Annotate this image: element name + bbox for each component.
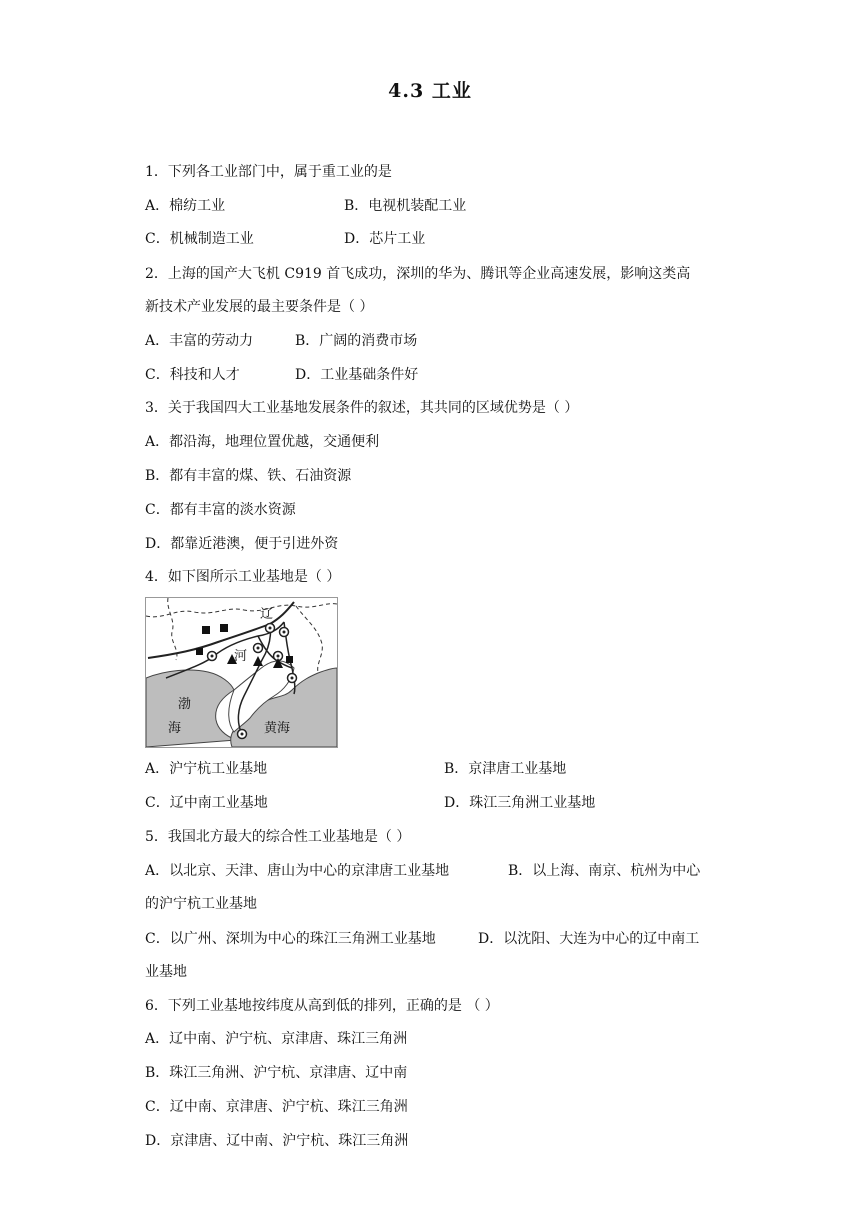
question-2-option-d[interactable]: D．工业基础条件好 [295,367,419,383]
question-4-option-a[interactable]: A．沪宁杭工业基地 [145,761,268,777]
map-label-bo: 渤 [178,697,192,712]
province-border-north [146,604,337,617]
question-3-option-a[interactable]: A．都沿海，地理位置优越，交通便利 [145,434,380,450]
question-5-option-b-continued: 的沪宁杭工业基地 [145,896,257,912]
page-title: 4.3 工业 [388,80,472,102]
question-1-stem: 1．下列各工业部门中，属于重工业的是 [145,164,392,180]
map-figure [146,598,337,747]
question-2-option-b[interactable]: B．广阔的消费市场 [295,333,418,349]
coal-symbol [286,656,293,663]
question-4-option-b[interactable]: B．京津唐工业基地 [444,761,567,777]
question-5-option-a[interactable]: A．以北京、天津、唐山为中心的京津唐工业基地 [145,863,450,879]
coal-symbol [202,626,210,634]
question-3-option-b[interactable]: B．都有丰富的煤、铁、石油资源 [145,468,352,484]
question-2-stem-line1: 2．上海的国产大飞机 C919 首飞成功，深圳的华为、腾讯等企业高速发展，影响这类高 [145,266,691,282]
question-4-stem: 4．如下图所示工业基地是（ ） [145,569,341,585]
industrial-base-map [145,597,338,748]
map-label-hai: 海 [168,721,182,736]
question-3-stem: 3．关于我国四大工业基地发展条件的叙述，其共同的区域优势是（ ） [145,400,579,416]
question-1-option-b[interactable]: B．电视机装配工业 [344,198,467,214]
question-6-option-d[interactable]: D．京津唐、辽中南、沪宁杭、珠江三角洲 [145,1133,409,1149]
question-6-option-a[interactable]: A．辽中南、沪宁杭、京津唐、珠江三角洲 [145,1031,408,1047]
question-1-option-d[interactable]: D．芯片工业 [344,231,426,247]
question-6-option-b[interactable]: B．珠江三角洲、沪宁杭、京津唐、辽中南 [145,1065,408,1081]
question-2-option-a[interactable]: A．丰富的劳动力 [145,333,254,349]
coal-symbol [196,648,203,655]
map-label-huanghai: 黄海 [264,721,291,736]
question-3-option-c[interactable]: C．都有丰富的淡水资源 [145,502,296,518]
question-5-option-b[interactable]: B．以上海、南京、杭州为中心 [508,863,701,879]
question-4-option-c[interactable]: C．辽中南工业基地 [145,795,268,811]
question-6-option-c[interactable]: C．辽中南、京津唐、沪宁杭、珠江三角洲 [145,1099,408,1115]
question-2-stem-line2: 新技术产业发展的最主要条件是（ ） [145,299,374,315]
coal-symbol [220,624,228,632]
map-label-he: 河 [234,649,248,664]
question-5-option-d[interactable]: D．以沈阳、大连为中心的辽中南工 [478,931,700,947]
province-border-west [168,598,177,660]
question-1-option-c[interactable]: C．机械制造工业 [145,231,254,247]
question-5-stem: 5．我国北方最大的综合性工业基地是（ ） [145,829,411,845]
question-6-stem: 6．下列工业基地按纬度从高到低的排列，正确的是 （ ） [145,998,499,1014]
question-5-option-c[interactable]: C．以广州、深圳为中心的珠江三角洲工业基地 [145,931,436,947]
question-4-option-d[interactable]: D．珠江三角洲工业基地 [444,795,596,811]
province-border-east [296,606,322,672]
map-label-liao: 辽 [260,607,274,622]
question-3-option-d[interactable]: D．都靠近港澳，便于引进外资 [145,536,339,552]
question-2-option-c[interactable]: C．科技和人才 [145,367,240,383]
question-1-option-a[interactable]: A．棉纺工业 [145,198,226,214]
question-5-option-d-continued: 业基地 [145,964,187,980]
